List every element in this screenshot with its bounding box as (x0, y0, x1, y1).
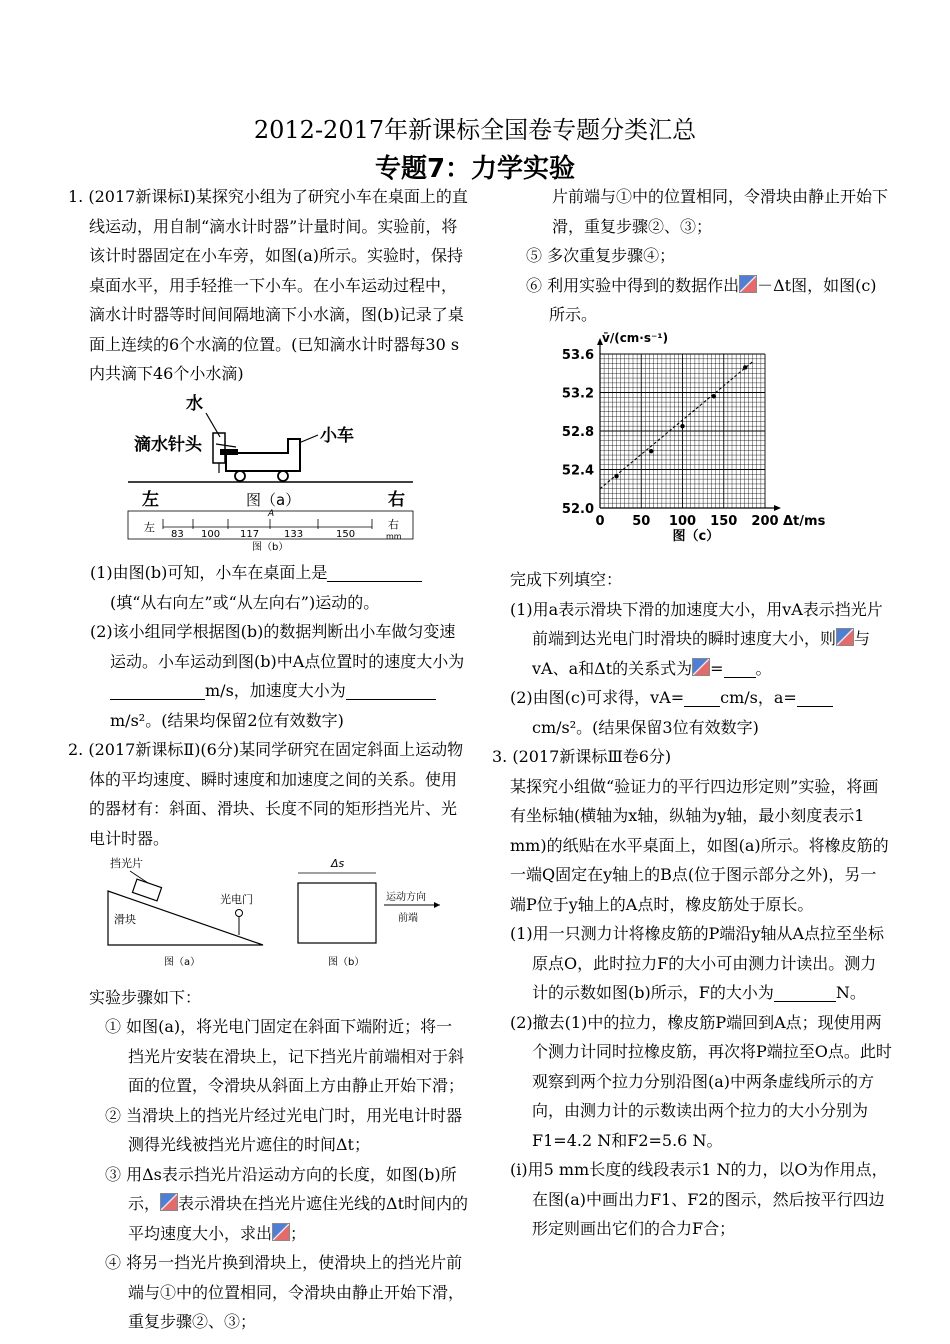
water-label: 水 (186, 393, 203, 414)
shade-label: 挡光片 (110, 857, 143, 870)
data-point (712, 394, 716, 398)
vbar-icon (272, 1223, 290, 1241)
data-point (743, 365, 747, 369)
fill-1: (1)用a表示滑块下滑的加速度大小，用vA表示挡光片前端到达光电门时滑块的瞬时速度大小，则 与vA、a和Δt的关系式为 = 。 (510, 599, 883, 678)
vbar-icon (739, 275, 757, 293)
step-3: ③ 用Δs表示挡光片沿运动方向的长度，如图(b)所示， 表示滑块在挡光片遮住光线的Δt时间内的平均速度大小，求出 ； (105, 1164, 469, 1243)
x-tick-label: 200 (751, 513, 779, 529)
q3-part-2: (2)撤去(1)中的拉力，橡皮筋P端回到A点；现使用两个测力计同时拉橡皮筋，再次将P端拉至O点。此时观察到两个拉力分别沿图(a)中两条虚线所示的方向，由测力计的示数读出两个拉力的大小分别为F1=4.2 N和F2=5.6 N。 (510, 1012, 892, 1150)
q3-head: 3. (2017新课标Ⅲ卷6分) (492, 747, 672, 766)
dripper-icon (213, 433, 225, 463)
fig-b-right: 右 (388, 517, 399, 531)
block-label: 滑块 (114, 913, 136, 926)
fig-b-caption: 图（b） (252, 541, 289, 553)
segment-5: 150 (336, 528, 356, 540)
y-axis-label: v̄/(cm·s⁻¹) (602, 330, 669, 345)
needle-label: 滴水针头 (134, 434, 202, 455)
fill-2: (2)由图(c)可求得，vA= cm/s，a=cm/s²。(结果保留3位有效数字) (492, 683, 892, 742)
chart-caption: 图（c） (672, 528, 720, 544)
x-tick-label: 100 (668, 513, 697, 529)
answer-blank-5[interactable] (684, 688, 720, 707)
data-point (614, 474, 618, 478)
gate-label: 光电门 (220, 893, 253, 906)
answer-blank-4[interactable] (724, 659, 756, 678)
answer-blank-6[interactable] (797, 688, 833, 707)
q3-part-i: (i)用5 mm长度的线段表示1 N的力，以O为作用点，在图(a)中画出力F1、F2的图示，然后按平行四边形定则画出它们的合力F合； (510, 1160, 888, 1238)
left-column (68, 182, 469, 1331)
car-label: 小车 (320, 425, 354, 446)
x-axis-label: Δt/ms (783, 513, 826, 529)
step-1: ① 如图(a)，将光电门固定在斜面下端附近；将一挡光片安装在滑块上，记下挡光片前端相对于斜面的位置，令滑块从斜面上方由静止开始下滑； (105, 1017, 465, 1095)
q1-stem: 1. (2017新课标Ⅰ)某探究小组为了研究小车在桌面上的直线运动，用自制“滴水计时器”计量时间。实验前，将该计时器固定在小车旁，如图(a)所示。实验时，保持桌面水平，用手轻推一下小车。在小车运动过程中，滴水计时器等时间间隔地滴下小水滴，图(b)记录了桌面上连续的6个水滴的位置。(已知滴水计时器每30 s内共滴下46个小水滴) (68, 187, 468, 383)
q2-stem: 2. (2017新课标Ⅱ)(6分)某同学研究在固定斜面上运动物体的平均速度、瞬时速度和加速度之间的关系。使用的器材有：斜面、滑块、长度不同的矩形挡光片、光电计时器。 (68, 740, 464, 848)
steps-title: 实验步骤如下： (89, 987, 202, 1007)
topic-title: 专题7：力学实验 (374, 154, 576, 184)
segment-2: 100 (201, 528, 221, 540)
y-tick-label: 53.6 (561, 347, 594, 363)
q3-part-1: (1)用一只测力计将橡皮筋的P端沿y轴从A点拉至坐标原点O，此时拉力F的大小可由测力计读出。测力计的示数如图(b)所示，F的大小为 N。 (510, 924, 885, 1002)
right-column (492, 182, 892, 1244)
data-point (649, 449, 653, 453)
fig-b-left: 左 (144, 520, 155, 534)
segment-1: 83 (171, 528, 184, 540)
step-6: ⑥ 利用实验中得到的数据作出 －Δt图，如图(c)所示。 (526, 275, 877, 324)
x-tick-label: 150 (710, 513, 738, 529)
q1-sub2: (2)该小组同学根据图(b)的数据判断出小车做匀变速运动。小车运动到图(b)中A点位置时的速度大小为m/s，加速度大小为m/s²。(结果均保留2位有效数字) (90, 622, 465, 730)
y-tick-label: 53.2 (561, 386, 594, 401)
fig2b-caption: 图（b） (328, 957, 365, 968)
fig-a-caption: 图（a） (246, 490, 301, 509)
vbar-dt-chart (492, 330, 892, 556)
y-tick-label: 52.8 (561, 424, 594, 440)
fig-a-right: 右 (388, 489, 405, 510)
q1-figure (68, 389, 468, 553)
step-2: ② 当滑块上的挡光片经过光电门时，用光电计时器测得光线被挡光片遮住的时间Δt； (105, 1105, 463, 1154)
step-4-continued: 片前端与①中的位置相同，令滑块由静止开始下滑，重复步骤②、③； (552, 187, 889, 236)
answer-blank-1[interactable] (327, 563, 422, 582)
shade-plate-icon (298, 883, 376, 943)
fig2a-caption: 图（a） (164, 957, 201, 968)
photogate-icon (236, 910, 243, 917)
y-tick-label: 52.4 (561, 463, 594, 478)
y-tick-label: 52.0 (561, 501, 594, 517)
vbar-icon (836, 628, 854, 646)
dir-label: 运动方向 (386, 892, 426, 903)
fig-a-left: 左 (142, 489, 159, 510)
segment-4: 133 (284, 528, 304, 540)
x-tick-label: 50 (632, 513, 651, 529)
document-title: 2012-2017年新课标全国卷专题分类汇总 (253, 116, 697, 144)
q1-sub1: (1)由图(b)可知，小车在桌面上是 (填“从右向左”或“从左向右”)运动的。 (68, 558, 468, 617)
ds-label: Δs (331, 857, 345, 870)
answer-blank-3[interactable] (346, 681, 436, 700)
step-4: ④ 将另一挡光片换到滑块上，使滑块上的挡光片前端与①中的位置相同，令滑块由静止开始下滑，重复步骤②、③； (105, 1253, 465, 1331)
step-5: ⑤ 多次重复步骤④； (526, 246, 676, 265)
front-label: 前端 (398, 913, 418, 924)
vbar-icon (692, 658, 710, 676)
data-point (680, 423, 684, 427)
segment-3: 117 (240, 528, 260, 540)
answer-blank-7[interactable] (774, 983, 836, 1002)
fill-title: 完成下列填空： (510, 570, 623, 589)
x-tick-label: 0 (595, 513, 605, 529)
q2-figure (68, 853, 468, 973)
point-a-label: A (268, 508, 275, 519)
q3-stem: 某探究小组做“验证力的平行四边形定则”实验，将画有坐标轴(横轴为x轴，纵轴为y轴，最小刻度表示1 mm)的纸贴在水平桌面上，如图(a)所示。将橡皮筋的一端Q固定在y轴上的B点(位于图示部分之外)，另一端P位于y轴上的A点时，橡皮筋处于原长。 (510, 776, 889, 914)
x-axis-arrow (774, 505, 781, 511)
fig-b-unit: mm (386, 531, 402, 541)
answer-blank-2[interactable] (110, 681, 205, 700)
slider-icon (132, 879, 161, 901)
vbar-icon (160, 1193, 178, 1211)
